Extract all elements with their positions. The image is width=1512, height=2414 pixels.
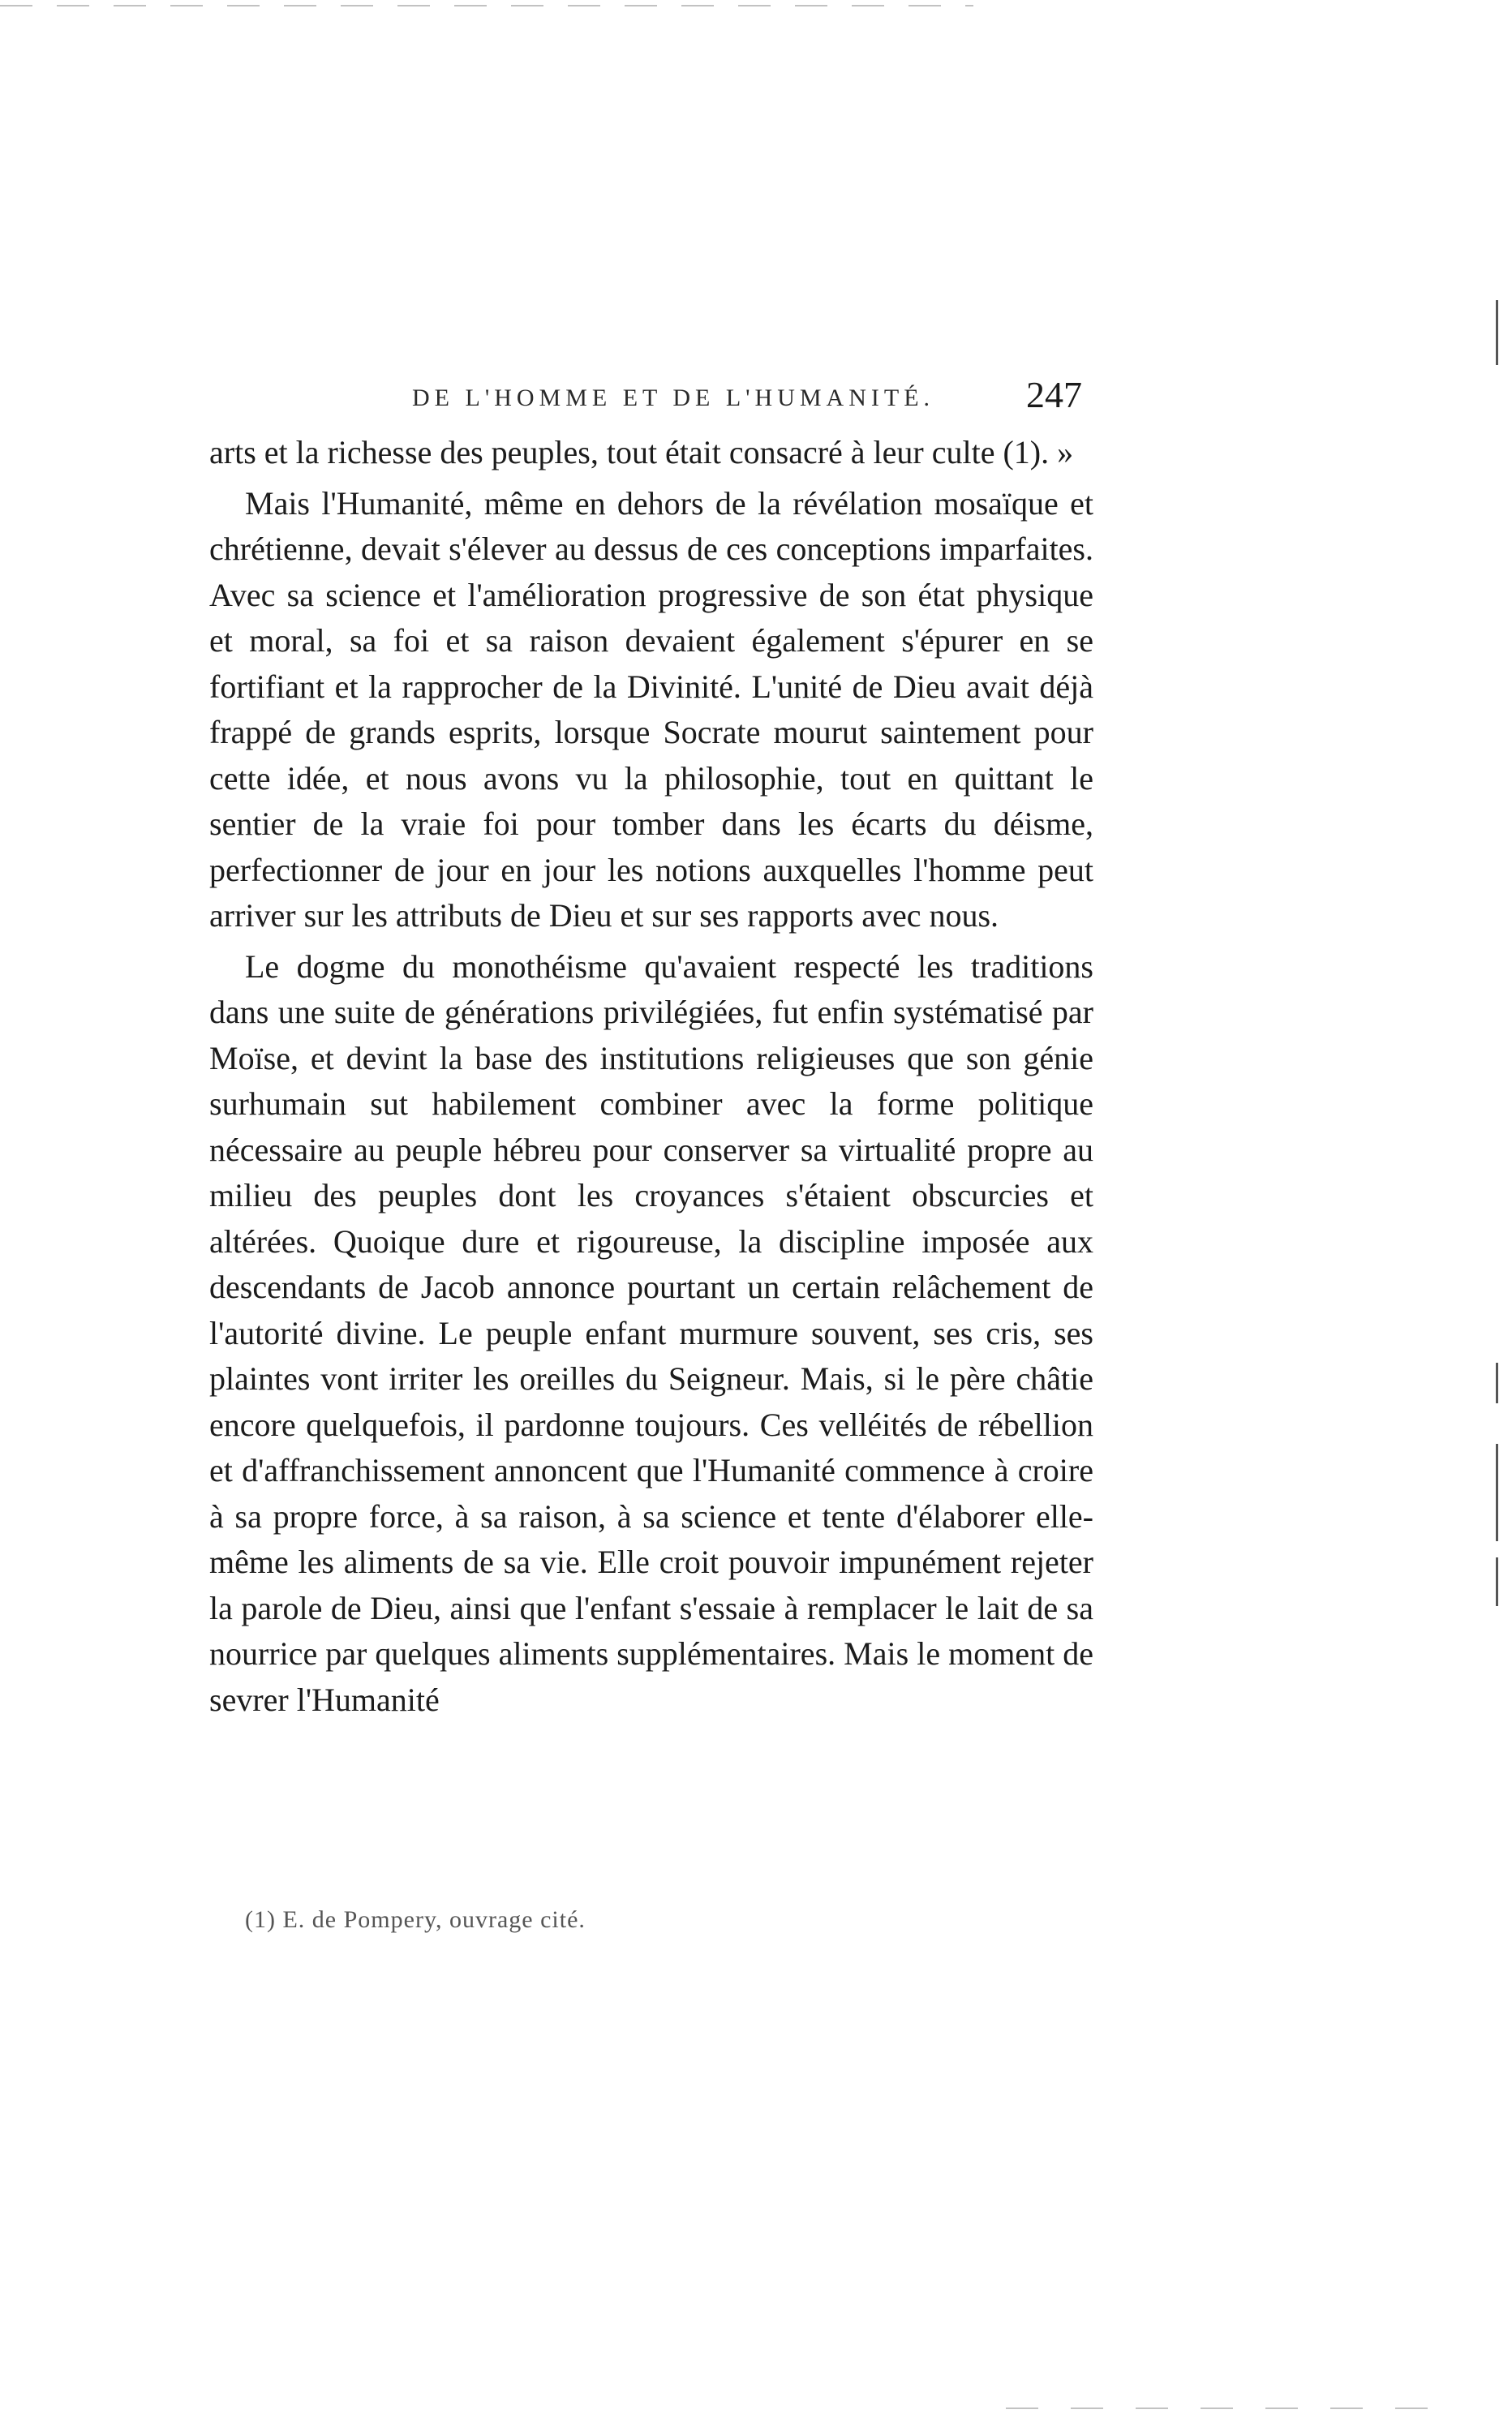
paragraph: Le dogme du monothéisme qu'avaient respecté les traditions dans une suite de générations privilégiées, fut enfin systématisé par Moïse, et devint la base des institutions religieuses que son génie surhumain sut habilement combiner avec la forme politique nécessaire au peuple hébreu pour conserver sa virtualité propre au milieu des peuples dont les croyances s'étaient obscurcies et altérées. Quoique dure et rigoureuse, la discipline imposée aux descendants de Jacob annonce pourtant un certain relâchement de l'autorité divine. Le peuple enfant murmure souvent, ses cris, ses plaintes vont irriter les oreilles du Seigneur. Mais, si le père châtie encore quelquefois, il pardonne toujours. Ces velléités de rébellion et d'affranchissement annoncent que l'Humanité commence à croire à sa propre force, à sa raison, à sa science et tente d'élaborer elle-même les aliments de sa vie. Elle croit pouvoir impunément rejeter la parole de Dieu, ainsi que l'enfant s'essaie à remplacer le lait de sa nourrice par quelques aliments supplémentaires. Mais le moment de sevrer l'Humanité: [209, 947, 1093, 1718]
book-page: [209, 373, 1093, 1723]
margin-mark: [1496, 1444, 1498, 1541]
running-title: DE L'HOMME ET DE L'HUMANITÉ.: [412, 384, 935, 411]
scan-edge-top: [0, 5, 973, 6]
page-number: 247: [1026, 374, 1082, 415]
margin-mark: [1496, 1557, 1498, 1606]
running-head: [209, 373, 1093, 430]
paragraph: Mais l'Humanité, même en dehors de la révélation mosaïque et chrétienne, devait s'élever au dessus de ces conceptions imparfaites. Avec sa science et l'amélioration progressive de son état physique et moral, sa foi et sa raison devaient également s'épurer en se fortifiant et la rapprocher de la Divinité. L'unité de Dieu avait déjà frappé de grands esprits, lorsque Socrate mourut saintement pour cette idée, et nous avons vu la philosophie, tout en quittant le sentier de la vraie foi pour tomber dans les écarts du déisme, perfectionner de jour en jour les notions auxquelles l'homme peut arriver sur les attributs de Dieu et sur ses rapports avec nous.: [209, 484, 1093, 934]
margin-mark: [1496, 300, 1498, 365]
body-text: [209, 430, 1093, 1723]
margin-mark: [1496, 1363, 1498, 1403]
paragraph-continuation: arts et la richesse des peuples, tout était consacré à leur culte (1). »: [209, 434, 1074, 470]
footnote: (1) E. de Pompery, ouvrage cité.: [245, 1906, 586, 1933]
scan-edge-bottom: [1006, 2408, 1428, 2409]
